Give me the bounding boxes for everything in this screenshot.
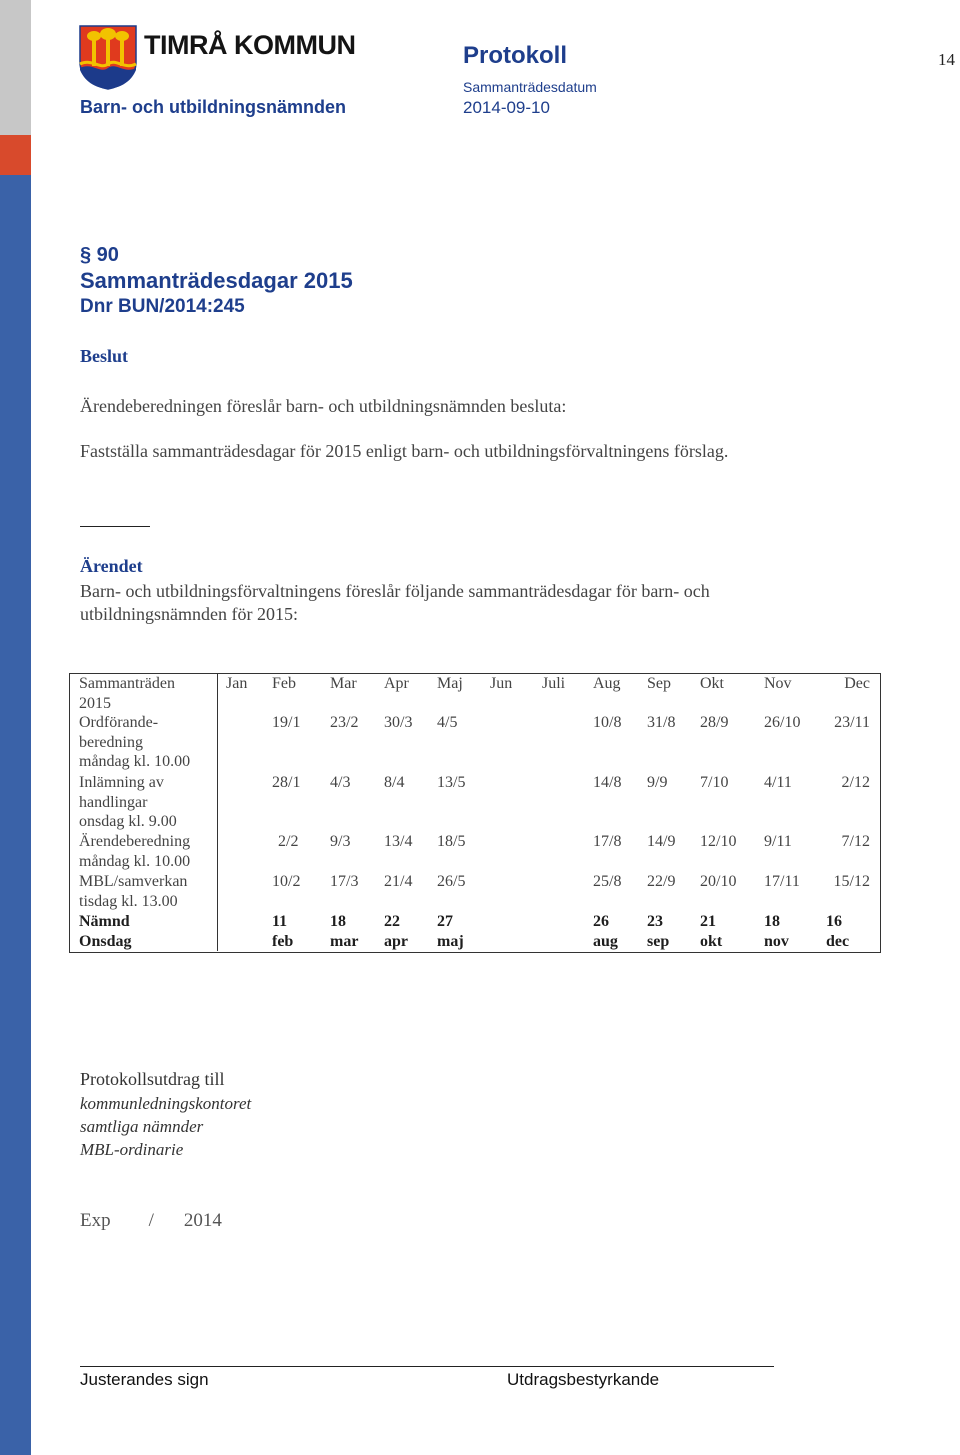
date-cell: 7/12: [841, 833, 870, 850]
matter-text: Barn- och utbildningsförvaltningens föreslår följande sammanträdesdagar för barn- och utbildningsnämnden för 2015:: [80, 581, 710, 624]
date-cell: 21/4: [384, 873, 413, 890]
date-cell: 25/8: [593, 873, 622, 890]
date-cell: 9/11: [764, 833, 792, 850]
date-cell: 2/12: [841, 774, 870, 791]
month-header: Nov: [764, 675, 792, 692]
signature-line: [80, 1366, 774, 1367]
municipality-crest-icon: [78, 24, 138, 90]
dispatch-label: Exp: [80, 1210, 111, 1231]
month-header: Jan: [226, 675, 248, 692]
date-cell: 18: [764, 913, 780, 930]
row-label: måndag kl. 10.00: [79, 852, 191, 870]
distribution-recipient: kommunledningskontoret: [80, 1094, 252, 1113]
date-cell: 2/2: [278, 833, 299, 850]
distribution-recipient: samtliga nämnder: [80, 1117, 204, 1136]
date-cell: 16: [826, 913, 842, 930]
schedule-table: [69, 673, 881, 953]
row-label: måndag kl. 10.00: [79, 753, 191, 770]
adjuster-signature-label: Justerandes sign: [80, 1370, 209, 1389]
row-label: Inlämning av: [79, 774, 164, 791]
date-cell: 26/5: [437, 873, 466, 890]
date-cell: 8/4: [384, 774, 405, 791]
date-cell: 26/10: [764, 714, 801, 731]
date-cell: 17/11: [764, 873, 800, 890]
row-label: MBL/samverkan: [79, 873, 188, 890]
date-cell: 10/2: [272, 873, 301, 890]
date-cell: 26: [593, 913, 609, 930]
section-number: § 90: [80, 244, 119, 266]
date-cell: 30/3: [384, 714, 413, 731]
table-corner-label: Sammanträden: [79, 675, 175, 692]
date-cell: 4/11: [764, 774, 792, 791]
side-stripe-blue: [0, 175, 31, 1455]
date-cell: dec: [826, 932, 850, 950]
month-header: Mar: [330, 675, 357, 692]
side-stripe-gray: [0, 0, 31, 135]
date-cell: 23/11: [834, 714, 870, 731]
decision-heading: Beslut: [80, 346, 129, 366]
decision-text: Fastställa sammanträdesdagar för 2015 enligt barn- och utbildningsförvaltningens förslag.: [80, 441, 729, 461]
month-header: Aug: [593, 675, 621, 692]
month-header: Sep: [647, 675, 671, 692]
month-header: Okt: [700, 675, 724, 692]
distribution-recipient: MBL-ordinarie: [80, 1140, 184, 1159]
schedule-table-divider: [217, 673, 218, 951]
date-cell: 14/8: [593, 774, 622, 791]
date-cell: 27: [437, 913, 453, 930]
date-cell: 11: [272, 913, 288, 930]
month-header: Apr: [384, 675, 409, 692]
row-label: Onsdag: [79, 932, 132, 950]
side-stripe-red: [0, 135, 31, 175]
row-label: handlingar: [79, 793, 148, 811]
date-cell: 17/8: [593, 833, 622, 850]
divider: [80, 526, 150, 527]
page-number: 14: [938, 50, 955, 69]
dispatch-slash: /: [148, 1210, 154, 1231]
date-cell: 9/3: [330, 833, 351, 850]
committee-name: Barn- och utbildningsnämnden: [80, 97, 346, 117]
month-header: Dec: [844, 675, 870, 692]
decision-intro: Ärendeberedningen föreslår barn- och utbildningsnämnden besluta:: [80, 396, 567, 416]
row-label: beredning: [79, 733, 143, 751]
distribution-title: Protokollsutdrag till: [80, 1069, 225, 1089]
date-cell: 13/5: [437, 774, 466, 791]
row-label: tisdag kl. 13.00: [79, 892, 178, 910]
dispatch-year: 2014: [183, 1210, 222, 1231]
date-cell: 10/8: [593, 714, 622, 731]
date-cell: 7/10: [700, 774, 729, 791]
extract-certification-label: Utdragsbestyrkande: [507, 1370, 660, 1389]
date-cell: apr: [384, 932, 408, 950]
dispatch-line: [80, 1210, 222, 1232]
date-cell: 18: [330, 913, 346, 930]
document-type: Protokoll: [463, 42, 568, 69]
row-label: Nämnd: [79, 913, 130, 930]
month-header: Feb: [272, 675, 296, 692]
section-title: Sammanträdesdagar 2015: [80, 268, 353, 293]
date-cell: 17/3: [330, 873, 359, 890]
brand-name: TIMRÅ KOMMUN: [144, 30, 356, 60]
case-number: Dnr BUN/2014:245: [80, 296, 245, 317]
date-cell: 15/12: [833, 873, 870, 890]
date-cell: 19/1: [272, 714, 301, 731]
date-cell: 20/10: [700, 873, 737, 890]
month-header: Jun: [490, 675, 513, 692]
row-label: Ärendeberedning: [79, 833, 191, 850]
date-cell: 4/3: [330, 774, 351, 791]
date-cell: 21: [700, 913, 716, 930]
date-cell: 28/9: [700, 714, 729, 731]
date-cell: sep: [647, 932, 670, 950]
date-cell: 22/9: [647, 873, 676, 890]
date-cell: maj: [437, 932, 464, 950]
month-header: Juli: [542, 675, 566, 692]
date-cell: 28/1: [272, 774, 301, 791]
date-cell: 22: [384, 913, 400, 930]
date-cell: 23: [647, 913, 663, 930]
date-cell: 13/4: [384, 833, 413, 850]
date-cell: 31/8: [647, 714, 676, 731]
date-cell: 18/5: [437, 833, 466, 850]
row-label: onsdag kl. 9.00: [79, 813, 177, 830]
date-cell: feb: [272, 932, 294, 950]
date-cell: 12/10: [700, 833, 737, 850]
date-cell: 9/9: [647, 774, 668, 791]
date-cell: aug: [593, 932, 618, 950]
date-cell: 4/5: [437, 714, 458, 731]
date-cell: okt: [700, 932, 723, 950]
date-cell: mar: [330, 932, 359, 950]
meeting-date: 2014-09-10: [463, 98, 550, 117]
date-cell: nov: [764, 932, 789, 950]
date-cell: 23/2: [330, 714, 359, 731]
row-label: Ordförande-: [79, 714, 159, 731]
date-cell: 14/9: [647, 833, 676, 850]
meeting-date-label: Sammanträdesdatum: [463, 79, 597, 95]
month-header: Maj: [437, 675, 463, 692]
table-corner-label: 2015: [79, 694, 111, 712]
matter-heading: Ärendet: [80, 556, 143, 576]
